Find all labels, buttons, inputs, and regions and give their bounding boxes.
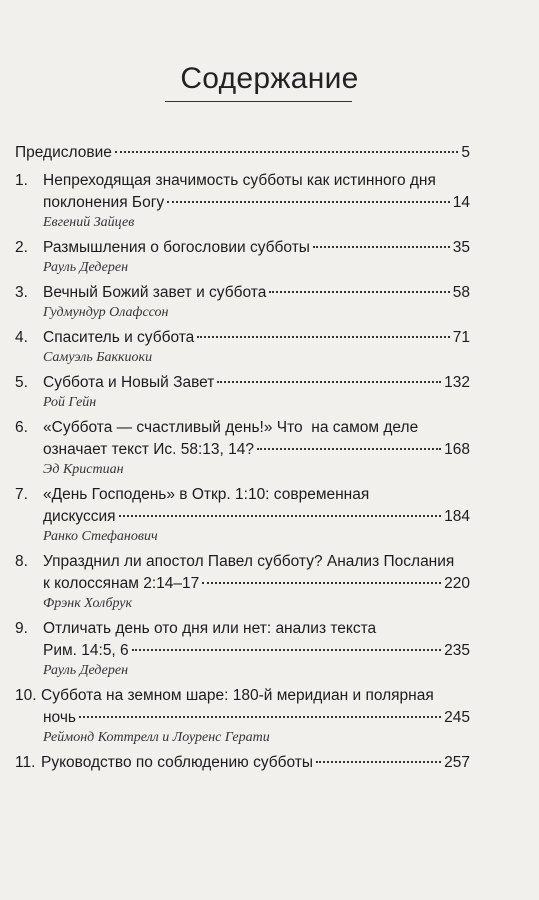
entry-title-line: Размышления о богословии субботы: [43, 239, 310, 256]
entry-title-line: «День Господень» в Откр. 1:10: современная: [43, 486, 370, 503]
entry-title-line: Вечный Божий завет и суббота: [43, 284, 267, 301]
entry-title-line: Упразднил ли апостол Павел субботу? Анализ Послания: [43, 553, 455, 570]
entry-title-line: дискуссия: [43, 508, 116, 525]
entry-page-number: 132: [444, 374, 470, 391]
entry-page-number: 14: [452, 194, 470, 211]
dot-leader: [119, 515, 442, 517]
entry-title-line: Суббота на земном шаре: 180-й меридиан и полярная: [41, 687, 434, 704]
entry-number: 5.: [15, 374, 28, 391]
toc-entry-10[interactable]: [15, 685, 470, 746]
entry-title-line: Руководство по соблюдению субботы: [41, 754, 314, 771]
entry-author: Самуэль Баккиоки: [43, 350, 153, 365]
entry-title-line: Спаситель и суббота: [43, 329, 195, 346]
entry-title: Предисловие: [15, 144, 112, 161]
toc-entry-6[interactable]: [15, 417, 470, 478]
entry-number: 1.: [15, 172, 28, 189]
entry-page-number: 220: [444, 575, 470, 592]
toc-entry-4[interactable]: [15, 327, 470, 366]
entry-title-line: к колоссянам 2:14–17: [43, 575, 200, 592]
entry-author: Рауль Дедерен: [43, 260, 129, 275]
toc-entry-9[interactable]: [15, 618, 470, 679]
toc-entry-7[interactable]: [15, 484, 470, 545]
dot-leader: [257, 448, 441, 450]
dot-leader: [269, 291, 449, 293]
entry-title-line: Отличать день ото дня или нет: анализ текста: [43, 620, 377, 637]
entry-number: 10.: [15, 687, 37, 704]
entry-page-number: 184: [444, 508, 470, 525]
entry-number: 2.: [15, 239, 28, 256]
entry-author: Ранко Стефанович: [43, 529, 158, 544]
entry-number: 11.: [15, 754, 36, 771]
toc-entry-11[interactable]: [15, 752, 470, 774]
entry-title-line: Суббота и Новый Завет: [43, 374, 215, 391]
entry-title-line: означает текст Ис. 58:13, 14?: [43, 441, 255, 458]
entry-title-line: Рим. 14:5, 6: [43, 642, 129, 659]
entry-title-line: Непреходящая значимость субботы как истинного дня: [43, 172, 436, 189]
toc-entry-5[interactable]: [15, 372, 470, 411]
toc-entry-2[interactable]: [15, 237, 470, 276]
toc-entry-8[interactable]: [15, 551, 470, 612]
entry-page-number: 245: [444, 709, 470, 726]
entry-title-line: «Суббота — счастливый день!» Что на самом деле: [43, 419, 419, 436]
toc-entry-1[interactable]: [15, 170, 470, 231]
entry-title-line: поклонения Богу: [43, 194, 165, 211]
entry-page-number: 35: [452, 239, 470, 256]
entry-author: Реймонд Коттрелл и Лоуренс Герати: [43, 730, 270, 745]
dot-leader: [316, 761, 441, 763]
entry-page-number: 58: [452, 284, 470, 301]
entry-author: Рауль Дедерен: [43, 663, 129, 678]
dot-leader: [197, 336, 449, 338]
dot-leader: [132, 649, 441, 651]
entry-page-number: 168: [444, 441, 470, 458]
dot-leader: [115, 151, 459, 153]
dot-leader: [79, 716, 441, 718]
entry-author: Евгений Зайцев: [43, 215, 135, 230]
dot-leader: [202, 582, 441, 584]
entry-number: 8.: [15, 553, 28, 570]
entry-number: 9.: [15, 620, 28, 637]
dot-leader: [313, 246, 450, 248]
dot-leader: [217, 381, 441, 383]
entry-number: 4.: [15, 329, 28, 346]
toc-entry-preface[interactable]: [15, 142, 470, 164]
entry-page-number: 257: [444, 754, 470, 771]
entry-author: Эд Кристиан: [43, 462, 124, 477]
entry-number: 3.: [15, 284, 28, 301]
entry-author: Гудмундур Олафссон: [43, 305, 169, 320]
page-title: Содержание: [180, 62, 359, 95]
toc-entry-3[interactable]: [15, 282, 470, 321]
title-underline: [165, 101, 352, 102]
entry-number: 6.: [15, 419, 28, 436]
entry-author: Рой Гейн: [43, 395, 97, 410]
entry-number: 7.: [15, 486, 28, 503]
dot-leader: [167, 201, 450, 203]
entry-author: Фрэнк Холбрук: [43, 596, 133, 611]
entry-page-number: 71: [452, 329, 470, 346]
entry-page-number: 235: [444, 642, 470, 659]
table-of-contents: [15, 142, 470, 780]
entry-title-line: ночь: [43, 709, 76, 726]
entry-page-number: 5: [461, 144, 470, 161]
